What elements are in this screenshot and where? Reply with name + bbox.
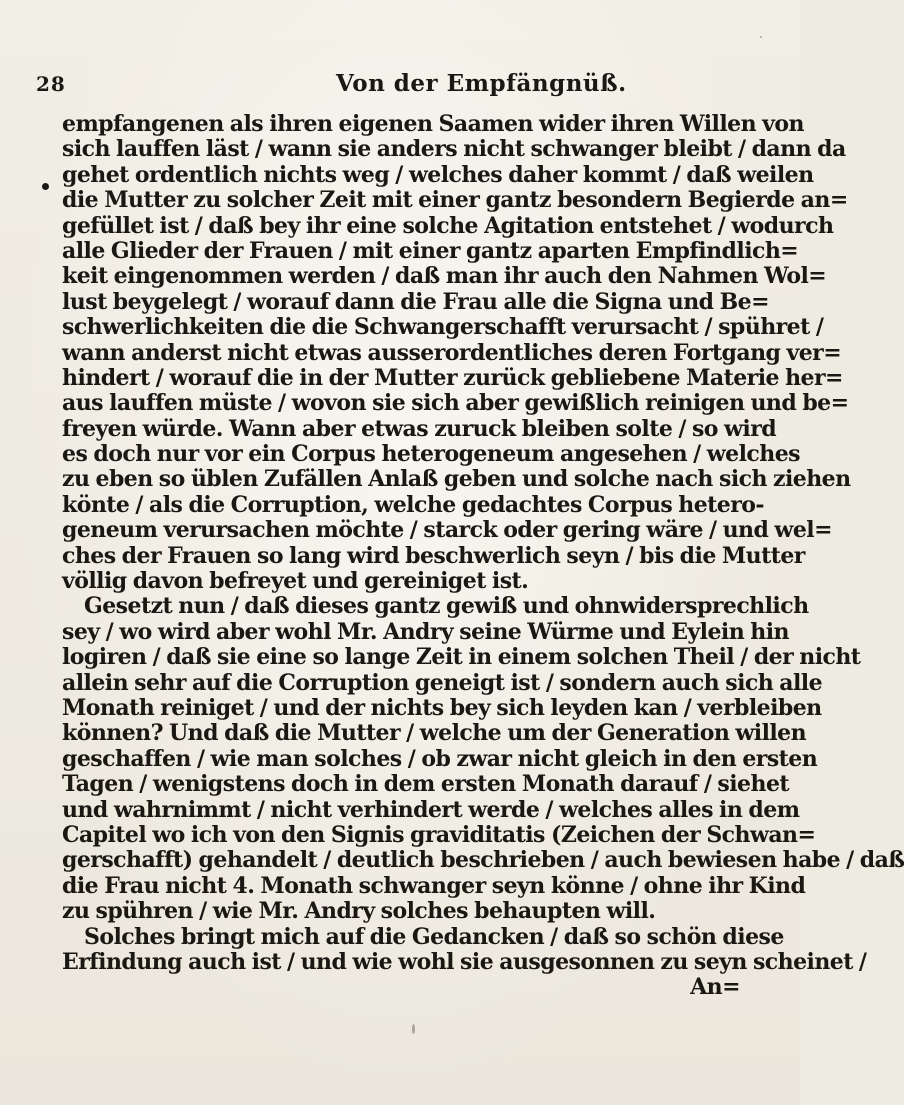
page-header: [36, 70, 746, 102]
text-line: gefüllet ist / daß bey ihr eine solche Agitation entstehet / wodurch: [62, 212, 834, 239]
text-line: geneum verursachen möchte / starck oder gering wäre / und wel=: [62, 517, 832, 544]
text-line: Gesetzt nun / daß dieses gantz gewiß und ohnwidersprechlich: [84, 593, 809, 620]
text-line: ches der Frauen so lang wird beschwerlich seyn / bis die Mutter: [62, 542, 805, 569]
text-line: könte / als die Corruption, welche gedachtes Corpus hetero-: [62, 491, 764, 518]
text-line: aus lauffen müste / wovon sie sich aber gewißlich reinigen und be=: [62, 390, 849, 417]
catchword: An=: [690, 974, 740, 1001]
text-line: und wahrnimmt / nicht verhindert werde / welches alles in dem: [62, 796, 800, 823]
text-line: alle Glieder der Frauen / mit einer gantz aparten Empfindlich=: [62, 237, 799, 264]
text-line: sey / wo wird aber wohl Mr. Andry seine Würme und Eylein hin: [62, 618, 789, 645]
text-line: freyen würde. Wann aber etwas zuruck bleiben solte / so wird: [62, 415, 777, 442]
body-text: [62, 111, 904, 1001]
text-line: allein sehr auf die Corruption geneigt ist / sondern auch sich alle: [62, 669, 823, 696]
text-line: können? Und daß die Mutter / welche um der Generation willen: [62, 720, 807, 747]
text-line: Erfindung auch ist / und wie wohl sie ausgesonnen zu seyn scheinet /: [62, 948, 867, 975]
text-line: sich lauffen läst / wann sie anders nicht schwanger bleibt / dann da: [62, 136, 846, 163]
text-line: schwerlichkeiten die die Schwangerschafft verursacht / spühret /: [62, 314, 824, 341]
text-line: Tagen / wenigstens doch in dem ersten Monath darauf / siehet: [62, 771, 790, 798]
text-line: gehet ordentlich nichts weg / welches daher kommt / daß weilen: [62, 161, 814, 188]
paper-speck: [412, 1024, 415, 1034]
text-line: empfangenen als ihren eigenen Saamen wider ihren Willen von: [62, 111, 804, 137]
text-line: Solches bringt mich auf die Gedancken / daß so schön diese: [84, 923, 784, 950]
text-line: geschaffen / wie man solches / ob zwar nicht gleich in den ersten: [62, 745, 818, 772]
text-line: die Frau nicht 4. Monath schwanger seyn könne / ohne ihr Kind: [62, 872, 806, 899]
text-line: wann anderst nicht etwas ausserordentliches deren Fortgang ver=: [62, 339, 842, 366]
text-line: logiren / daß sie eine so lange Zeit in einem solchen Theil / der nicht: [62, 644, 861, 671]
text-line: Monath reiniget / und der nichts bey sich leyden kan / verbleiben: [62, 694, 822, 721]
paper-speck: [760, 36, 762, 38]
text-line: die Mutter zu solcher Zeit mit einer gantz besondern Begierde an=: [62, 187, 848, 214]
page-number: 28: [36, 72, 66, 96]
text-line: keit eingenommen werden / daß man ihr auch den Nahmen Wol=: [62, 263, 827, 290]
margin-mark: [42, 183, 49, 190]
text-line: es doch nur vor ein Corpus heterogeneum angesehen / welches: [62, 441, 800, 468]
text-line: lust beygelegt / worauf dann die Frau alle die Signa und Be=: [62, 288, 769, 315]
text-line: Capitel wo ich von den Signis graviditatis (Zeichen der Schwan=: [62, 821, 816, 848]
text-line: gerschafft) gehandelt / deutlich beschrieben / auch bewiesen habe / daß: [62, 847, 904, 874]
running-title: Von der Empfängnüß.: [336, 70, 627, 97]
text-line: hindert / worauf die in der Mutter zurück gebliebene Materie her=: [62, 364, 843, 391]
text-line: völlig davon befreyet und gereiniget ist.: [62, 568, 529, 595]
text-line: zu eben so üblen Zufällen Anlaß geben und solche nach sich ziehen: [62, 466, 851, 493]
text-line: zu spühren / wie Mr. Andry solches behaupten will.: [62, 898, 656, 925]
